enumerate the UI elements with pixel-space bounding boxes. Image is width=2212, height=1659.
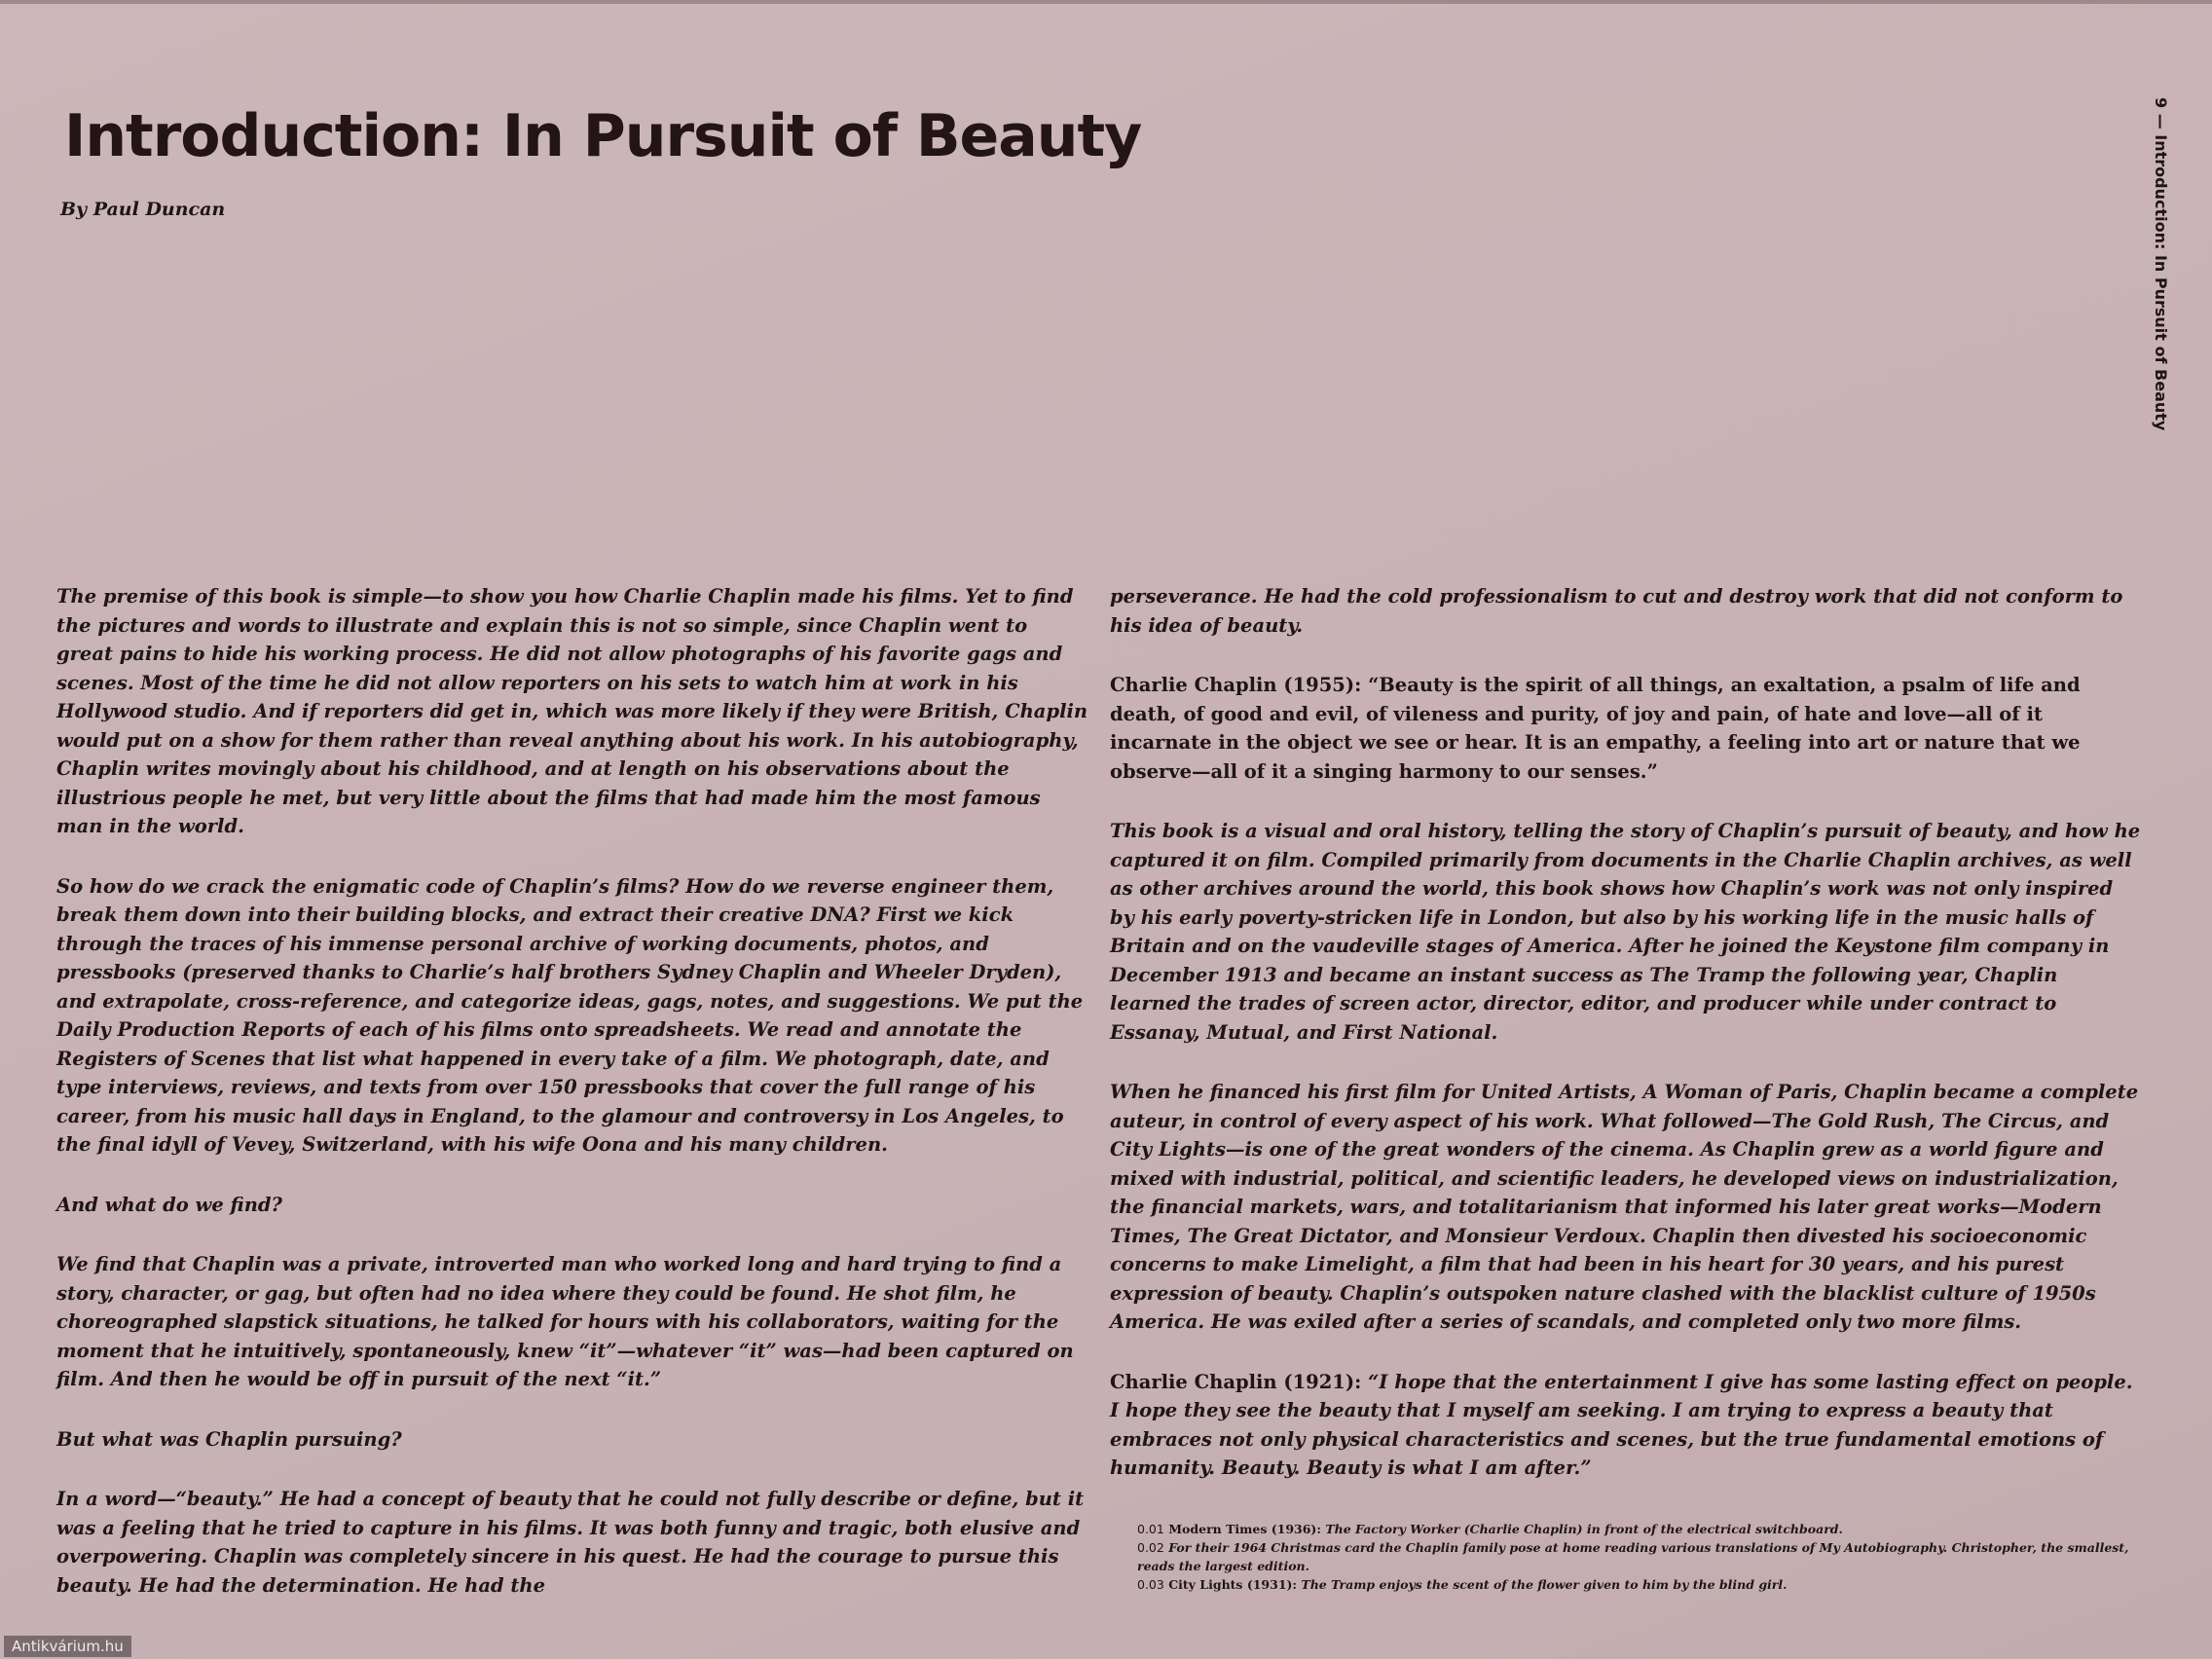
caption-number: 0.02: [1137, 1540, 1164, 1555]
right-column: [1110, 582, 2142, 1514]
quote-text: “I hope that the entertainment I give has some lasting effect on people. I hope they see the beauty that I myself am seeking. I am trying to express a beauty that embraces not only physical characteristics and scenes, but the true fundamental emotions of humanity. Beauty. Beauty is what I am after.”: [1110, 1370, 2133, 1479]
byline: By Paul Duncan: [60, 199, 226, 220]
paragraph-premise: The premise of this book is simple—to show you how Charlie Chaplin made his films. Yet to find the pictures and words to illustrate and explain this is not so simple, since Chaplin went to great pains to hide his working process. He did not allow photographs of his favorite gags and scenes. Most of the time he did not allow reporters on his sets to watch him at work in his Hollywood studio. And if reporters did get in, which was more likely if they were British, Chaplin would put on a show for them rather than reveal anything about his work. In his autobiography, Chaplin writes movingly about his childhood, and at length on his observations about the illustrious people he met, but very little about the films that had made him the most famous man in the world.: [56, 585, 1088, 837]
quote-1921: [1110, 1368, 2142, 1483]
caption-title: City Lights (1931):: [1168, 1577, 1298, 1592]
paragraph-question-find: And what do we find?: [56, 1193, 282, 1216]
page-title: Introduction: In Pursuit of Beauty: [64, 102, 1142, 170]
caption-text: The Tramp enjoys the scent of the flower given to him by the blind girl.: [1301, 1577, 1788, 1592]
paragraph-continuation: perseverance. He had the cold professionalism to cut and destroy work that did not conform to his idea of beauty.: [1110, 585, 2123, 637]
paragraph-enigmatic-code: So how do we crack the enigmatic code of Chaplin’s films? How do we reverse engineer them, break them down into their building blocks, and extract their creative DNA? First we kick through the traces of his immense personal archive of working documents, photos, and pressbooks (preserved thanks to Charlie’s half brothers Sydney Chaplin and Wheeler Dryden), and extrapolate, cross-reference, and categorize ideas, gags, notes, and suggestions. We put the Daily Production Reports of each of his films onto spreadsheets. We read and annotate the Registers of Scenes that list what happened in every take of a film. We photograph, date, and type interviews, reviews, and texts from over 150 pressbooks that cover the full range of his career, from his music hall days in England, to the glamour and controversy in Los Angeles, to the final idyll of Vevey, Switzerland, with his wife Oona and his many children.: [56, 874, 1084, 1156]
quote-text: “Beauty is the spirit of all things, an exaltation, a psalm of life and death, of good and evil, of vileness and purity, of joy and pain, of hate and love—all of it incarnate in the object we see or hear. It is an empathy, a feeling into art or nature that we observe—all of it a singing harmony to our senses.”: [1110, 674, 2081, 783]
caption-number: 0.01: [1137, 1522, 1164, 1536]
paragraph-united-artists: When he financed his first film for United Artists, A Woman of Paris, Chaplin became a complete auteur, in control of every aspect of his work. What followed—The Gold Rush, The Circus, and City Lights—is one of the great wonders of the cinema. As Chaplin grew as a world figure and mixed with industrial, political, and scientific leaders, he developed views on industrialization, the financial markets, wars, and totalitarianism that informed his later great works—Modern Times, The Great Dictator, and Monsieur Verdoux. Chaplin then divested his socioeconomic concerns to make Limelight, a film that had been in his heart for 30 years, and his purest expression of beauty. Chaplin’s outspoken nature clashed with the blacklist culture of 1950s America. He was exiled after a series of scandals, and completed only two more films.: [1110, 1081, 2139, 1333]
paragraph-history: This book is a visual and oral history, telling the story of Chaplin’s pursuit of beauty, and how he captured it on film. Compiled primarily from documents in the Charlie Chaplin archives, as well as other archives around the world, this book shows how Chaplin’s work was not only inspired by his early poverty-stricken life in London, but also by his working life in the music halls of Britain and on the vaudeville stages of America. After he joined the Keystone film company in December 1913 and became an instant success as The Tramp the following year, Chaplin learned the trades of screen actor, director, editor, and producer while under contract to Essanay, Mutual, and First National.: [1110, 820, 2141, 1044]
caption-number: 0.03: [1137, 1577, 1164, 1592]
caption-0-03: [1137, 1575, 2140, 1594]
running-header: 9 — Introduction: In Pursuit of Beauty: [2152, 97, 2170, 431]
paragraph-question-pursuing: But what was Chaplin pursuing?: [56, 1427, 402, 1451]
left-column: [56, 582, 1088, 1631]
caption-0-02: [1137, 1538, 2140, 1575]
captions: [1137, 1520, 2140, 1594]
top-rule: [0, 0, 2212, 4]
caption-text: The Factory Worker (Charlie Chaplin) in front of the electrical switchboard.: [1325, 1522, 1843, 1536]
caption-title: Modern Times (1936):: [1168, 1522, 1321, 1536]
watermark: Antikvárium.hu: [4, 1636, 131, 1657]
paragraph-beauty: In a word—“beauty.” He had a concept of beauty that he could not fully describe or define, but it was a feeling that he tried to capture in his films. It was both funny and tragic, both elusive and overpowering. Chaplin was completely sincere in his quest. He had the courage to pursue this beauty. He had the determination. He had the: [56, 1488, 1085, 1597]
quote-source: Charlie Chaplin (1955):: [1110, 674, 1362, 696]
quote-source: Charlie Chaplin (1921):: [1110, 1370, 1362, 1393]
paragraph-private-man: We find that Chaplin was a private, introverted man who worked long and hard trying to find a story, character, or gag, but often had no idea where they could be found. He shot film, he choreographed slapstick situations, he talked for hours with his collaborators, waiting for the moment that he intuitively, spontaneously, knew “it”—whatever “it” was—had been captured on film. And then he would be off in pursuit of the next “it.”: [56, 1253, 1074, 1390]
quote-1955: [1110, 671, 2142, 786]
caption-text: For their 1964 Christmas card the Chaplin family pose at home reading various translations of My Autobiography. Christopher, the smallest, reads the largest edition.: [1137, 1540, 2129, 1573]
caption-0-01: [1137, 1520, 2140, 1538]
